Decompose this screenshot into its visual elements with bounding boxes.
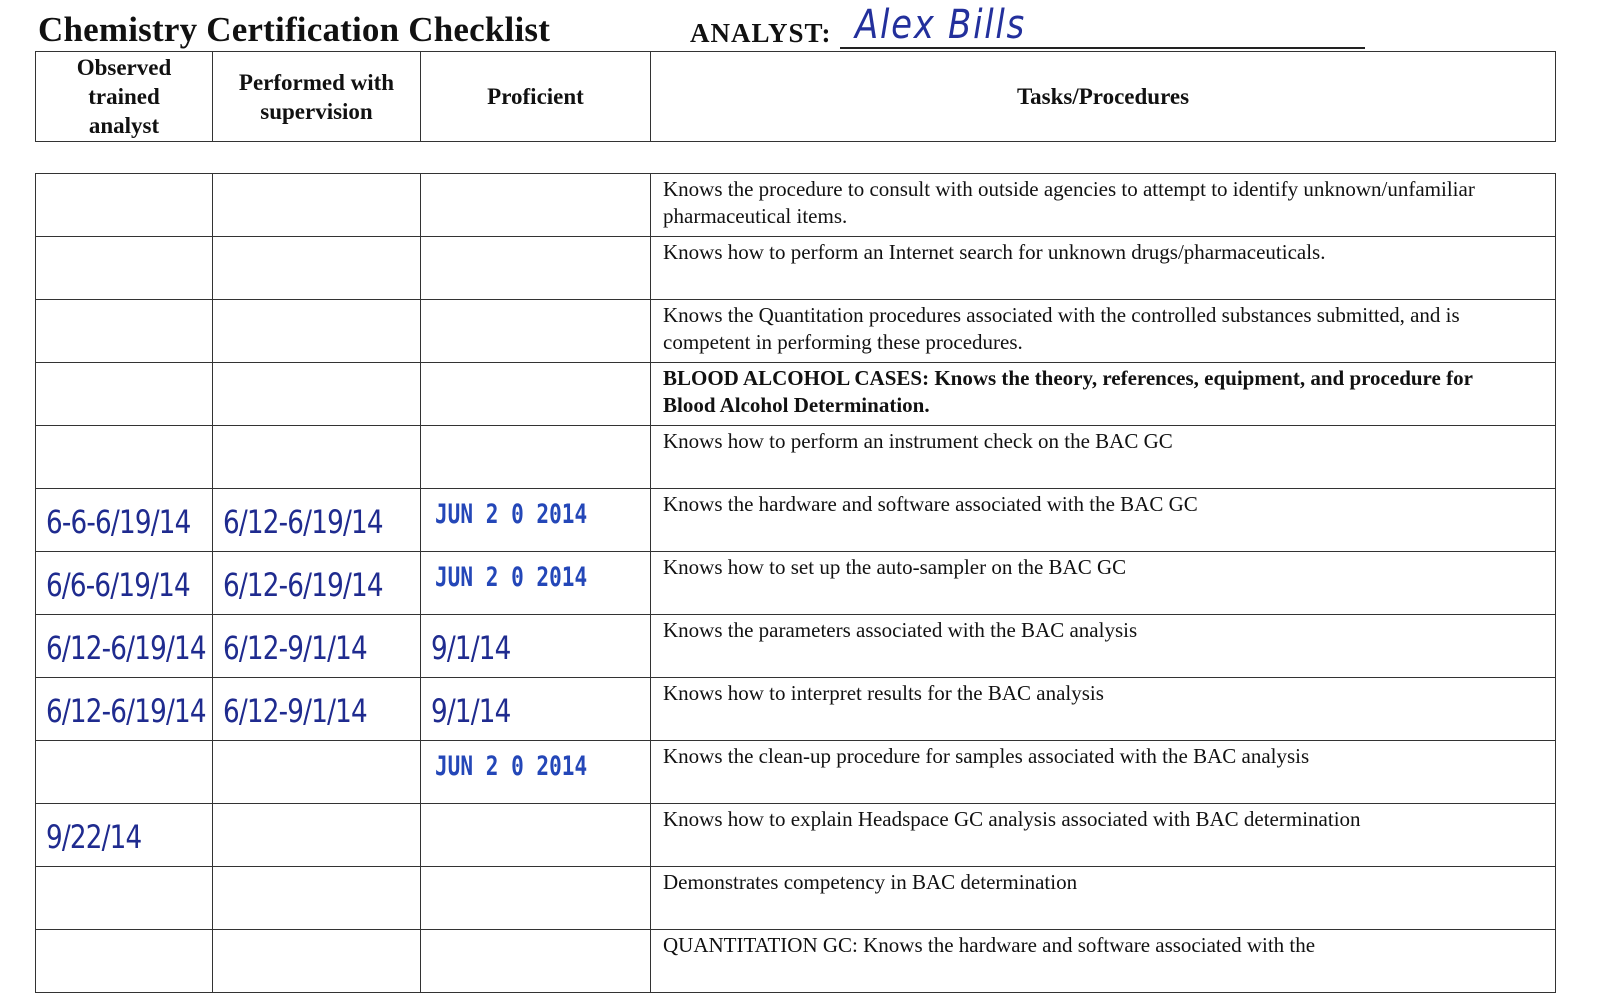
proficient-cell[interactable] <box>421 174 651 237</box>
checklist-row <box>36 363 1556 426</box>
supervision-cell[interactable] <box>213 930 421 993</box>
observed-cell[interactable] <box>36 363 213 426</box>
checklist-row <box>36 237 1556 300</box>
checklist-row <box>36 426 1556 489</box>
supervision-cell[interactable] <box>213 489 421 552</box>
analyst-label: ANALYST: <box>690 18 832 48</box>
column-header-supervision: Performed with supervision <box>213 52 421 142</box>
supervision-cell[interactable] <box>213 552 421 615</box>
checklist-row <box>36 489 1556 552</box>
checklist-row <box>36 174 1556 237</box>
observed-cell[interactable] <box>36 615 213 678</box>
checklist-row <box>36 930 1556 993</box>
proficient-cell[interactable] <box>421 363 651 426</box>
date-stamp: JUN 2 0 2014 <box>435 562 588 593</box>
column-header-observed: Observed trained analyst <box>36 52 213 142</box>
proficient-cell[interactable] <box>421 930 651 993</box>
task-description: Knows how to perform an Internet search for unknown drugs/pharmaceuticals. <box>651 237 1556 300</box>
observed-cell[interactable] <box>36 804 213 867</box>
handwritten-date: 6/12-9/1/14 <box>223 692 367 730</box>
column-header-tasks: Tasks/Procedures <box>651 52 1556 142</box>
supervision-cell[interactable] <box>213 426 421 489</box>
observed-cell[interactable] <box>36 741 213 804</box>
proficient-cell[interactable] <box>421 237 651 300</box>
task-description: Knows how to interpret results for the BAC analysis <box>651 678 1556 741</box>
date-stamp: JUN 2 0 2014 <box>435 499 588 530</box>
handwritten-date: 9/1/14 <box>431 629 511 667</box>
supervision-cell[interactable] <box>213 300 421 363</box>
proficient-cell[interactable] <box>421 552 651 615</box>
proficient-cell[interactable] <box>421 804 651 867</box>
column-header-proficient: Proficient <box>421 52 651 142</box>
proficient-cell[interactable] <box>421 426 651 489</box>
observed-cell[interactable] <box>36 300 213 363</box>
checklist-row <box>36 300 1556 363</box>
observed-cell[interactable] <box>36 237 213 300</box>
checklist-row <box>36 741 1556 804</box>
observed-cell[interactable] <box>36 867 213 930</box>
task-description: Knows the Quantitation procedures associated with the controlled substances submitted, and is competent in performing these procedures. <box>651 300 1556 363</box>
observed-cell[interactable] <box>36 174 213 237</box>
observed-cell[interactable] <box>36 930 213 993</box>
supervision-cell[interactable] <box>213 615 421 678</box>
handwritten-date: 9/22/14 <box>46 818 142 856</box>
task-description: Knows how to set up the auto-sampler on the BAC GC <box>651 552 1556 615</box>
observed-cell[interactable] <box>36 489 213 552</box>
handwritten-date: 6/12-9/1/14 <box>223 629 367 667</box>
handwritten-date: 6-6-6/19/14 <box>46 503 191 541</box>
handwritten-date: 6/6-6/19/14 <box>46 566 190 604</box>
checklist-row <box>36 615 1556 678</box>
checklist-header <box>35 51 1556 142</box>
task-description: Knows how to perform an instrument check on the BAC GC <box>651 426 1556 489</box>
supervision-cell[interactable] <box>213 741 421 804</box>
proficient-cell[interactable] <box>421 300 651 363</box>
proficient-cell[interactable] <box>421 678 651 741</box>
supervision-cell[interactable] <box>213 237 421 300</box>
date-stamp: JUN 2 0 2014 <box>435 751 588 782</box>
checklist-table <box>35 173 1556 993</box>
supervision-cell[interactable] <box>213 174 421 237</box>
analyst-name: Alex Bills <box>855 2 1026 48</box>
handwritten-date: 6/12-6/19/14 <box>223 503 383 541</box>
checklist-row <box>36 678 1556 741</box>
supervision-cell[interactable] <box>213 363 421 426</box>
task-description: Knows the clean-up procedure for samples associated with the BAC analysis <box>651 741 1556 804</box>
task-description: QUANTITATION GC: Knows the hardware and software associated with the <box>651 930 1556 993</box>
observed-cell[interactable] <box>36 426 213 489</box>
handwritten-date: 6/12-6/19/14 <box>223 566 383 604</box>
task-description: Demonstrates competency in BAC determination <box>651 867 1556 930</box>
supervision-cell[interactable] <box>213 678 421 741</box>
task-description: Knows the parameters associated with the BAC analysis <box>651 615 1556 678</box>
proficient-cell[interactable] <box>421 867 651 930</box>
handwritten-date: 9/1/14 <box>431 692 511 730</box>
observed-cell[interactable] <box>36 552 213 615</box>
checklist-row <box>36 552 1556 615</box>
page-title: Chemistry Certification Checklist <box>38 10 551 49</box>
observed-cell[interactable] <box>36 678 213 741</box>
supervision-cell[interactable] <box>213 867 421 930</box>
proficient-cell[interactable] <box>421 489 651 552</box>
task-description: Knows the procedure to consult with outside agencies to attempt to identify unknown/unfamiliar pharmaceutical items. <box>651 174 1556 237</box>
checklist-row <box>36 867 1556 930</box>
checklist-row <box>36 804 1556 867</box>
task-description: Knows how to explain Headspace GC analysis associated with BAC determination <box>651 804 1556 867</box>
proficient-cell[interactable] <box>421 615 651 678</box>
task-description: BLOOD ALCOHOL CASES: Knows the theory, references, equipment, and procedure for Blood Alcohol Determination. <box>651 363 1556 426</box>
supervision-cell[interactable] <box>213 804 421 867</box>
handwritten-date: 6/12-6/19/14 <box>46 629 206 667</box>
task-description: Knows the hardware and software associated with the BAC GC <box>651 489 1556 552</box>
proficient-cell[interactable] <box>421 741 651 804</box>
handwritten-date: 6/12-6/19/14 <box>46 692 206 730</box>
